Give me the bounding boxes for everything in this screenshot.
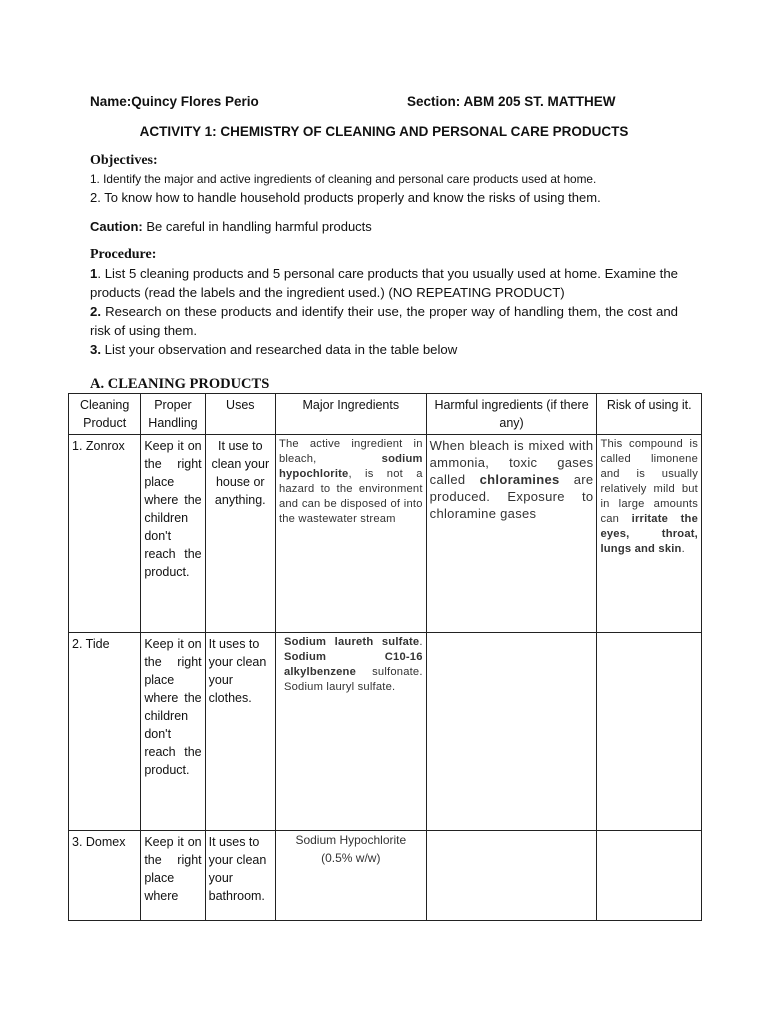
student-name: Name:Quincy Flores Perio xyxy=(90,94,259,109)
harmful-bold: chloramines xyxy=(479,472,560,487)
section-label: Section: ABM 205 ST. MATTHEW xyxy=(407,94,616,109)
caution-label: Caution: xyxy=(90,219,143,234)
handling-cell: Keep it on the right place where xyxy=(141,831,205,921)
step-number: 3. xyxy=(90,342,101,357)
risk-text: This compound is called limonene and is usually relatively mild but in large amounts can xyxy=(600,438,698,525)
table-row xyxy=(69,435,702,633)
uses-cell: It uses to your clean your clothes. xyxy=(205,633,275,831)
activity-title: ACTIVITY 1: CHEMISTRY OF CLEANING AND PERSONAL CARE PRODUCTS xyxy=(139,124,629,139)
ingredients-bold: Sodium C10-16 alkylbenzene xyxy=(283,651,423,678)
procedure-step-1 xyxy=(90,265,678,302)
ingredients-text: , is not a hazard to the environment and can be disposed of into the wastewater stream xyxy=(278,468,423,525)
objective-2: 2. To know how to handle household products properly and know the risks of using them. xyxy=(90,190,601,205)
section-a-heading: A. CLEANING PRODUCTS xyxy=(90,376,270,392)
ingredients-cell xyxy=(275,633,426,831)
product-cell: 2. Tide xyxy=(69,633,141,831)
column-header: Risk of using it. xyxy=(597,394,702,435)
handling-cell: Keep it on the right place where the children don't reach the product. xyxy=(141,435,205,633)
harmful-text: are produced. Exposure to chloramine gases xyxy=(429,472,594,521)
ingredients-text: The active ingredient in bleach, xyxy=(278,438,423,465)
procedure-heading: Procedure: xyxy=(90,247,157,262)
objectives-heading: Objectives: xyxy=(90,153,158,168)
ingredients-text: . xyxy=(419,636,423,648)
column-header: Proper Handling xyxy=(141,394,205,435)
step-text: List your observation and researched data in the table below xyxy=(101,342,458,357)
risk-cell xyxy=(597,831,702,921)
table-row xyxy=(69,633,702,831)
harmful-text: When bleach is mixed with ammonia, toxic gases called xyxy=(429,438,594,487)
ingredients-bold: sodium hypochlorite xyxy=(278,453,423,480)
risk-cell xyxy=(597,633,702,831)
product-cell: 1. Zonrox xyxy=(69,435,141,633)
step-number: 1 xyxy=(90,266,98,281)
ingredients-cell: Sodium Hypochlorite (0.5% w/w) xyxy=(275,831,426,921)
risk-bold: irritate the eyes, throat, lungs and skin xyxy=(600,513,699,555)
product-cell: 3. Domex xyxy=(69,831,141,921)
column-header: Cleaning Product xyxy=(69,394,141,435)
caution-line xyxy=(90,219,372,234)
ingredients-text: sulfonate. Sodium lauryl sulfate. xyxy=(283,666,423,693)
table-header-row xyxy=(69,394,702,435)
column-header: Major Ingredients xyxy=(275,394,426,435)
column-header: Harmful ingredients (if there any) xyxy=(426,394,597,435)
procedure-step-2 xyxy=(90,303,678,340)
step-text: . List 5 cleaning products and 5 personal care products that you usually used at home. Examine the products (read the labels and the ingredient used.) (NO REPEATING PRODUCT) xyxy=(90,266,678,300)
uses-cell: It uses to your clean your bathroom. xyxy=(205,831,275,921)
cleaning-products-table xyxy=(68,393,702,921)
caution-text: Be careful in handling harmful products xyxy=(142,219,372,234)
handling-cell: Keep it on the right place where the children don't reach the product. xyxy=(141,633,205,831)
procedure-step-3 xyxy=(90,341,678,360)
ingredients-cell xyxy=(275,435,426,633)
harmful-cell xyxy=(426,633,597,831)
harmful-cell xyxy=(426,435,597,633)
harmful-cell xyxy=(426,831,597,921)
uses-cell: It use to clean your house or anything. xyxy=(205,435,275,633)
objective-1: 1. Identify the major and active ingredients of cleaning and personal care products used at home. xyxy=(90,172,597,186)
step-text: Research on these products and identify their use, the proper way of handling them, the cost and risk of using them. xyxy=(90,304,678,338)
table-row xyxy=(69,831,702,921)
step-number: 2. xyxy=(90,304,101,319)
column-header: Uses xyxy=(205,394,275,435)
risk-text: . xyxy=(681,543,685,555)
ingredients-bold: Sodium laureth sulfate xyxy=(283,636,420,648)
risk-cell xyxy=(597,435,702,633)
